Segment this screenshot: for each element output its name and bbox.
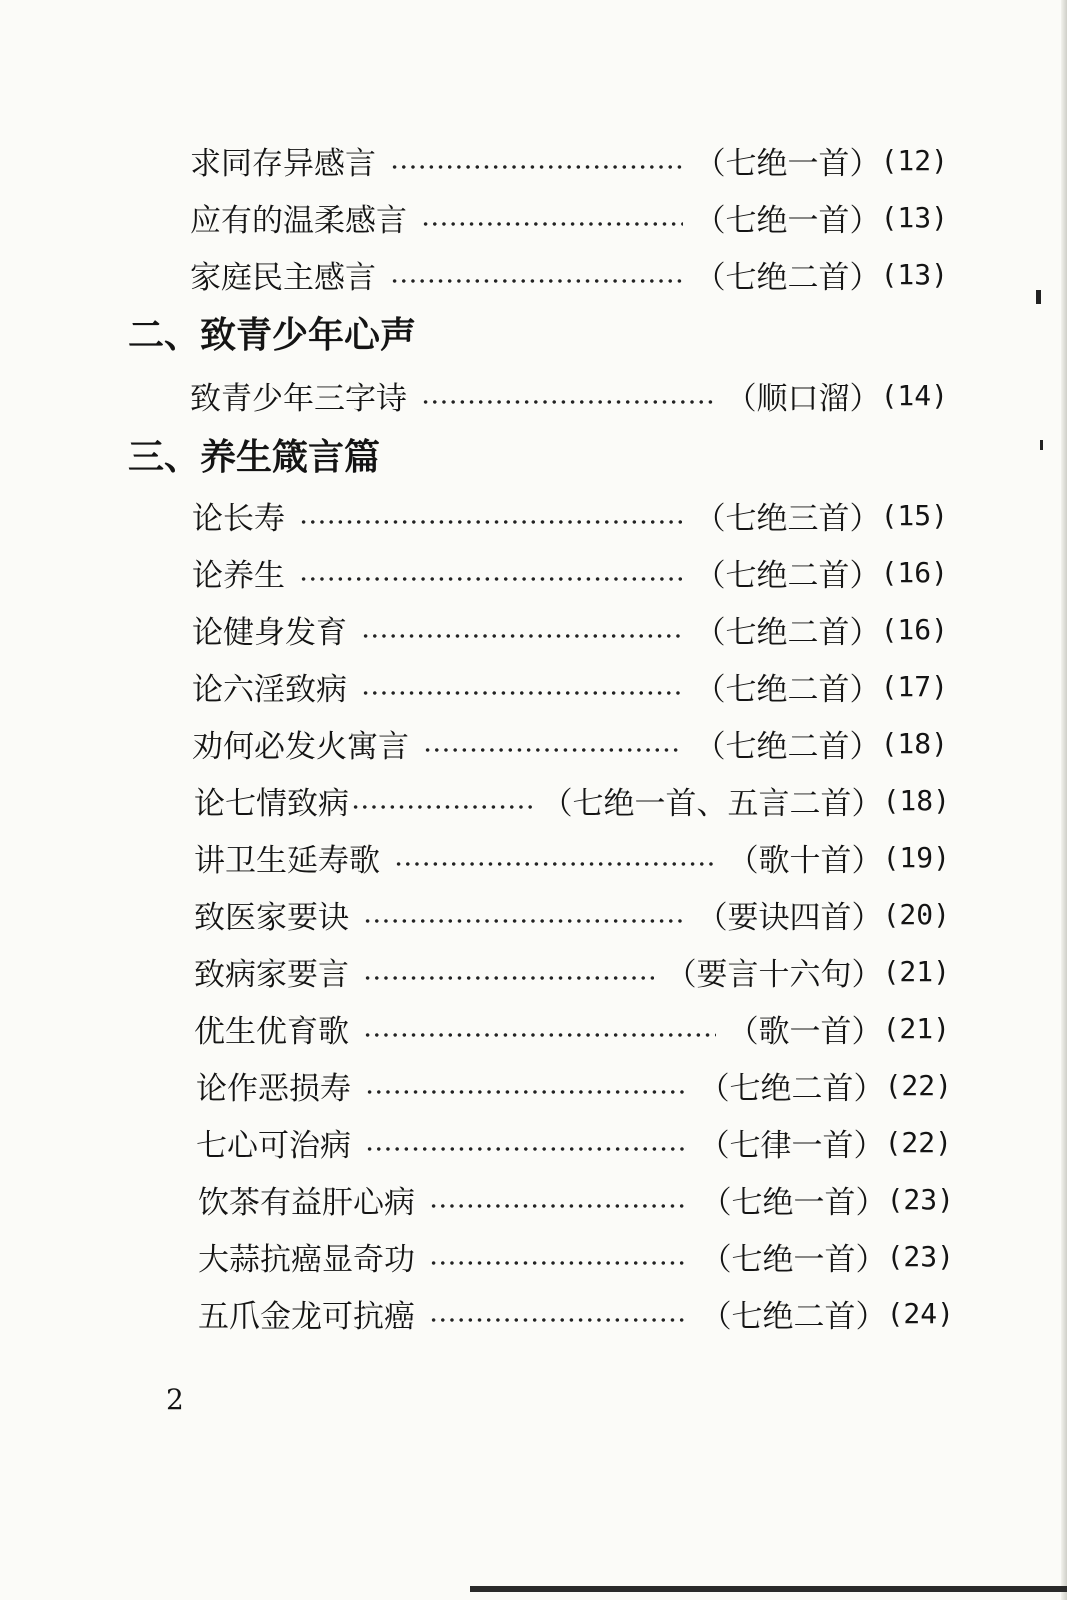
toc-entry <box>190 135 948 185</box>
entry-page: (18) <box>882 783 950 817</box>
toc-entry <box>192 547 948 597</box>
toc-entry <box>190 249 948 299</box>
entry-detail: （七绝一首） <box>700 1184 887 1221</box>
entry-title: 五爪金龙可抗癌 <box>198 1298 415 1335</box>
entry-title: 致青少年三字诗 <box>190 380 407 417</box>
entry-title: 讲卫生延寿歌 <box>194 842 380 879</box>
entry-detail: （歌十首） <box>727 842 883 879</box>
entry-title: 致医家要诀 <box>194 899 349 936</box>
entry-page: (20) <box>882 897 950 931</box>
entry-title: 应有的温柔感言 <box>190 202 407 239</box>
entry-title: 劝何必发火寓言 <box>192 728 409 765</box>
entry-title: 论作恶损寿 <box>196 1070 351 1107</box>
toc-entry <box>192 661 948 711</box>
entry-page: (24) <box>886 1296 954 1330</box>
entry-page: (15) <box>880 498 948 532</box>
entry-title: 论长寿 <box>192 500 285 537</box>
entry-detail: （歌一首） <box>727 1013 883 1050</box>
toc-entry <box>192 718 948 768</box>
entry-title: 论养生 <box>192 557 285 594</box>
entry-page: (22) <box>884 1125 952 1159</box>
entry-detail: （七绝一首） <box>700 1241 887 1278</box>
scan-speck <box>1036 290 1041 304</box>
entry-title: 论健身发育 <box>192 614 347 651</box>
entry-title: 七心可治病 <box>196 1127 351 1164</box>
toc-entry <box>194 1003 950 1053</box>
toc-entry <box>198 1174 954 1224</box>
entry-title: 家庭民主感言 <box>190 259 376 296</box>
entry-detail: （七绝二首） <box>694 614 881 651</box>
entry-detail: （七绝一首） <box>694 202 881 239</box>
entry-page: (19) <box>882 840 950 874</box>
dot-leader <box>363 889 685 939</box>
entry-page: (14) <box>880 378 948 412</box>
entry-title: 求同存异感言 <box>190 145 376 182</box>
entry-title: 论七情致病 <box>194 785 349 822</box>
dot-leader <box>361 604 683 654</box>
toc-entry <box>196 1117 952 1167</box>
dot-leader <box>421 192 683 242</box>
dot-leader <box>390 249 683 299</box>
page-number: 2 <box>166 1383 184 1416</box>
dot-leader <box>423 718 683 768</box>
entry-page: (23) <box>886 1239 954 1273</box>
entry-page: (21) <box>882 1011 950 1045</box>
toc-entry <box>194 946 950 996</box>
section-heading: 二、致青少年心声 <box>128 315 417 356</box>
dot-leader <box>390 135 683 185</box>
dot-leader <box>421 370 714 420</box>
section-heading: 三、养生箴言篇 <box>128 437 381 478</box>
dot-leader <box>351 775 534 825</box>
dot-leader <box>299 547 683 597</box>
entry-detail: （七绝二首） <box>694 671 881 708</box>
toc-entry <box>196 1060 952 1110</box>
entry-page: (17) <box>880 669 948 703</box>
entry-detail: （七绝一首、五言二首） <box>541 785 883 822</box>
toc-entry <box>194 832 950 882</box>
entry-page: (21) <box>882 954 950 988</box>
dot-leader <box>429 1174 689 1224</box>
entry-detail: （七绝二首） <box>694 557 881 594</box>
entry-page: (18) <box>880 726 948 760</box>
entry-detail: （七绝三首） <box>694 500 881 537</box>
entry-detail: （七绝二首） <box>698 1070 885 1107</box>
dot-leader <box>365 1117 687 1167</box>
scan-bottom-edge <box>470 1586 1067 1592</box>
entry-title: 饮茶有益肝心病 <box>198 1184 415 1221</box>
entry-page: (16) <box>880 555 948 589</box>
toc-entry <box>194 775 950 825</box>
entry-title: 大蒜抗癌显奇功 <box>198 1241 415 1278</box>
dot-leader <box>365 1060 687 1110</box>
toc-entry <box>190 370 948 420</box>
toc-entry <box>198 1231 954 1281</box>
entry-detail: （七绝二首） <box>694 259 881 296</box>
dot-leader <box>361 661 683 711</box>
dot-leader <box>299 490 683 540</box>
toc-entry <box>192 490 948 540</box>
dot-leader <box>363 946 654 996</box>
entry-detail: （要言十六句） <box>665 956 883 993</box>
entry-page: (16) <box>880 612 948 646</box>
dot-leader <box>429 1288 689 1338</box>
entry-page: (23) <box>886 1182 954 1216</box>
entry-detail: （七绝一首） <box>694 145 881 182</box>
entry-page: (13) <box>880 200 948 234</box>
scan-edge-shadow <box>1061 0 1067 1600</box>
entry-page: (13) <box>880 257 948 291</box>
toc-entry <box>198 1288 954 1338</box>
entry-detail: （七绝二首） <box>694 728 881 765</box>
scan-speck <box>1040 440 1043 450</box>
entry-title: 优生优育歌 <box>194 1013 349 1050</box>
entry-detail: （七律一首） <box>698 1127 885 1164</box>
dot-leader <box>363 1003 716 1053</box>
toc-entry <box>190 192 948 242</box>
entry-detail: （要诀四首） <box>696 899 883 936</box>
entry-detail: （七绝二首） <box>700 1298 887 1335</box>
entry-detail: （顺口溜） <box>725 380 881 417</box>
entry-title: 致病家要言 <box>194 956 349 993</box>
entry-page: (22) <box>884 1068 952 1102</box>
toc-entry <box>194 889 950 939</box>
entry-page: (12) <box>880 143 948 177</box>
dot-leader <box>394 832 716 882</box>
toc-entry <box>192 604 948 654</box>
dot-leader <box>429 1231 689 1281</box>
entry-title: 论六淫致病 <box>192 671 347 708</box>
